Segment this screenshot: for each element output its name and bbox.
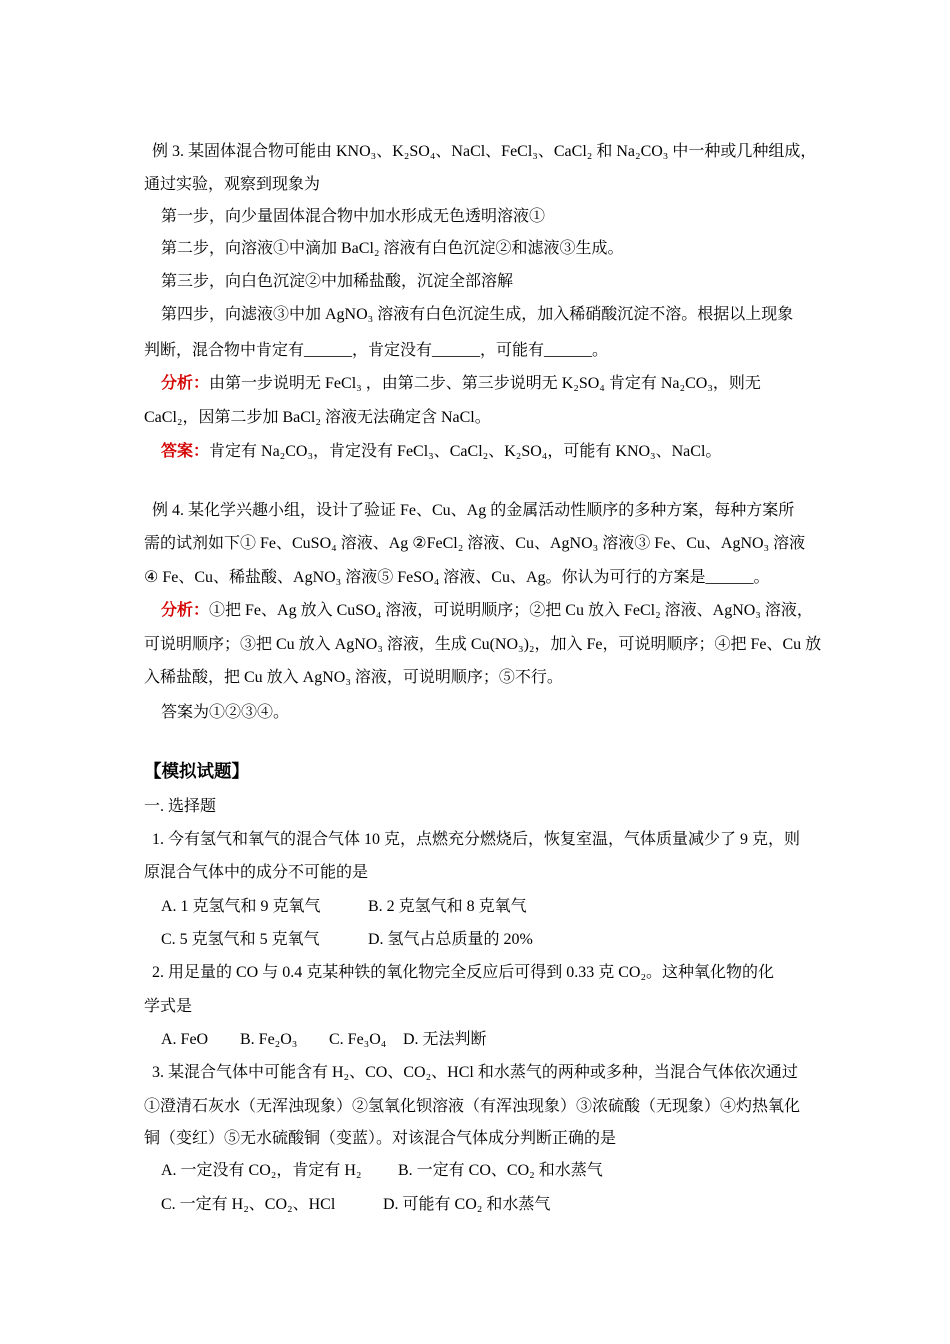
section-heading: 一. 选择题 [144, 798, 217, 815]
q1-option-a: A. 1 克氢气和 9 克氧气 [161, 898, 321, 915]
example4-analysis-line3: 入稀盐酸，把 Cu 放入 AgNO₃ 溶液，可说明顺序；⑤不行。 [144, 669, 563, 686]
example3-answer-line [161, 441, 827, 463]
q3-option-c: C. 一定有 H₂、CO₂、HCl [161, 1196, 336, 1213]
example4-answer: 答案为①②③④。 [161, 704, 290, 721]
q1-option-d: D. 氢气占总质量的 20% [368, 931, 533, 948]
example3-step4-line1: 第四步，向滤液③中加 AgNO₃ 溶液有白色沉淀生成，加入稀硝酸沉淀不溶。根据以上现象 [161, 306, 794, 323]
example4-analysis-text: ①把 Fe、Ag 放入 CuSO₄ 溶液，可说明顺序；②把 Cu 放入 FeCl₂ 溶液、AgNO₃ 溶液， [209, 602, 813, 619]
example3-step1: 第一步，向少量固体混合物中加水形成无色透明溶液① [161, 208, 546, 225]
example3-step2: 第二步，向溶液①中滴加 BaCl₂ 溶液有白色沉淀②和滤液③生成。 [161, 240, 624, 257]
q2-option-c: C. Fe₃O₄ [329, 1031, 387, 1048]
q2-option-d: D. 无法判断 [403, 1031, 487, 1048]
example3-step3: 第三步，向白色沉淀②中加稀盐酸，沉淀全部溶解 [161, 273, 514, 290]
example3-question-line2: 通过实验，观察到现象为 [144, 176, 321, 193]
q2-stem-line1: 2. 用足量的 CO 与 0.4 克某种铁的氧化物完全反应后可得到 0.33 克 CO₂。这种氧化物的化 [152, 964, 775, 981]
example3-answer-label: 答案： [161, 443, 210, 460]
example4-analysis-label: 分析： [161, 602, 210, 619]
q3-option-d: D. 可能有 CO₂ 和水蒸气 [383, 1196, 551, 1213]
example3-analysis-text: 由第一步说明无 FeCl₃ ，由第二步、第三步说明无 K₂SO₄ 肯定有 Na₂CO₃，则无 [209, 375, 761, 392]
example3-answer-text: 肯定有 Na₂CO₃，肯定没有 FeCl₃、CaCl₂、K₂SO₄，可能有 KNO₃、NaCl。 [209, 443, 722, 460]
q3-stem-line3: 铜（变红）⑤无水硫酸铜（变蓝）。对该混合气体成分判断正确的是 [144, 1130, 617, 1147]
example4-question-line1: 例 4. 某化学兴趣小组，设计了验证 Fe、Cu、Ag 的金属活动性顺序的多种方案，每种方案所 [152, 502, 795, 519]
example3-analysis-line2: CaCl₂，因第二步加 BaCl₂ 溶液无法确定含 NaCl。 [144, 409, 491, 426]
q2-stem-line2: 学式是 [144, 998, 193, 1015]
q1-stem-line2: 原混合气体中的成分不可能的是 [144, 864, 369, 881]
q2-option-a: A. FeO [161, 1031, 209, 1048]
example4-question-line2: 需的试剂如下① Fe、CuSO₄ 溶液、Ag ②FeCl₂ 溶液、Cu、AgNO₃ 溶液③ Fe、Cu、AgNO₃ 溶液 [144, 535, 806, 552]
q1-stem-line1: 1. 今有氢气和氧气的混合气体 10 克，点燃充分燃烧后，恢复室温，气体质量减少了 9 克，则 [152, 831, 801, 848]
q3-stem-line2: ①澄清石灰水（无浑浊现象）②氢氧化钡溶液（有浑浊现象）③浓硫酸（无现象）④灼热氧化 [144, 1098, 801, 1115]
q3-option-b: B. 一定有 CO、CO₂ 和水蒸气 [398, 1162, 603, 1179]
example4-analysis-line2: 可说明顺序；③把 Cu 放入 AgNO₃ 溶液，生成 Cu(NO₃)₂，加入 Fe，可说明顺序；④把 Fe、Cu 放 [144, 636, 822, 653]
q3-stem-line1: 3. 某混合气体中可能含有 H₂、CO、CO₂、HCl 和水蒸气的两种或多种，当混合气体依次通过 [152, 1064, 798, 1081]
example4-question-line3: ④ Fe、Cu、稀盐酸、AgNO₃ 溶液⑤ FeSO₄ 溶液、Cu、Ag。你认为可行的方案是______。 [144, 569, 770, 586]
example4-analysis-line1 [161, 600, 827, 622]
example3-analysis-line1 [161, 373, 827, 395]
example3-analysis-label: 分析： [161, 375, 210, 392]
q1-option-c: C. 5 克氢气和 5 克氧气 [161, 931, 320, 948]
q3-option-a: A. 一定没有 CO₂，肯定有 H₂ [161, 1162, 362, 1179]
example3-step4-line2: 判断，混合物中肯定有______，肯定没有______，可能有______。 [144, 342, 609, 359]
q2-option-b: B. Fe₂O₃ [240, 1031, 298, 1048]
example3-question-line1: 例 3. 某固体混合物可能由 KNO₃、K₂SO₄、NaCl、FeCl₃、CaCl₂ 和 Na₂CO₃ 中一种或几种组成， [152, 143, 817, 160]
mock-test-title: 【模拟试题】 [144, 761, 249, 781]
q1-option-b: B. 2 克氢气和 8 克氧气 [368, 898, 527, 915]
